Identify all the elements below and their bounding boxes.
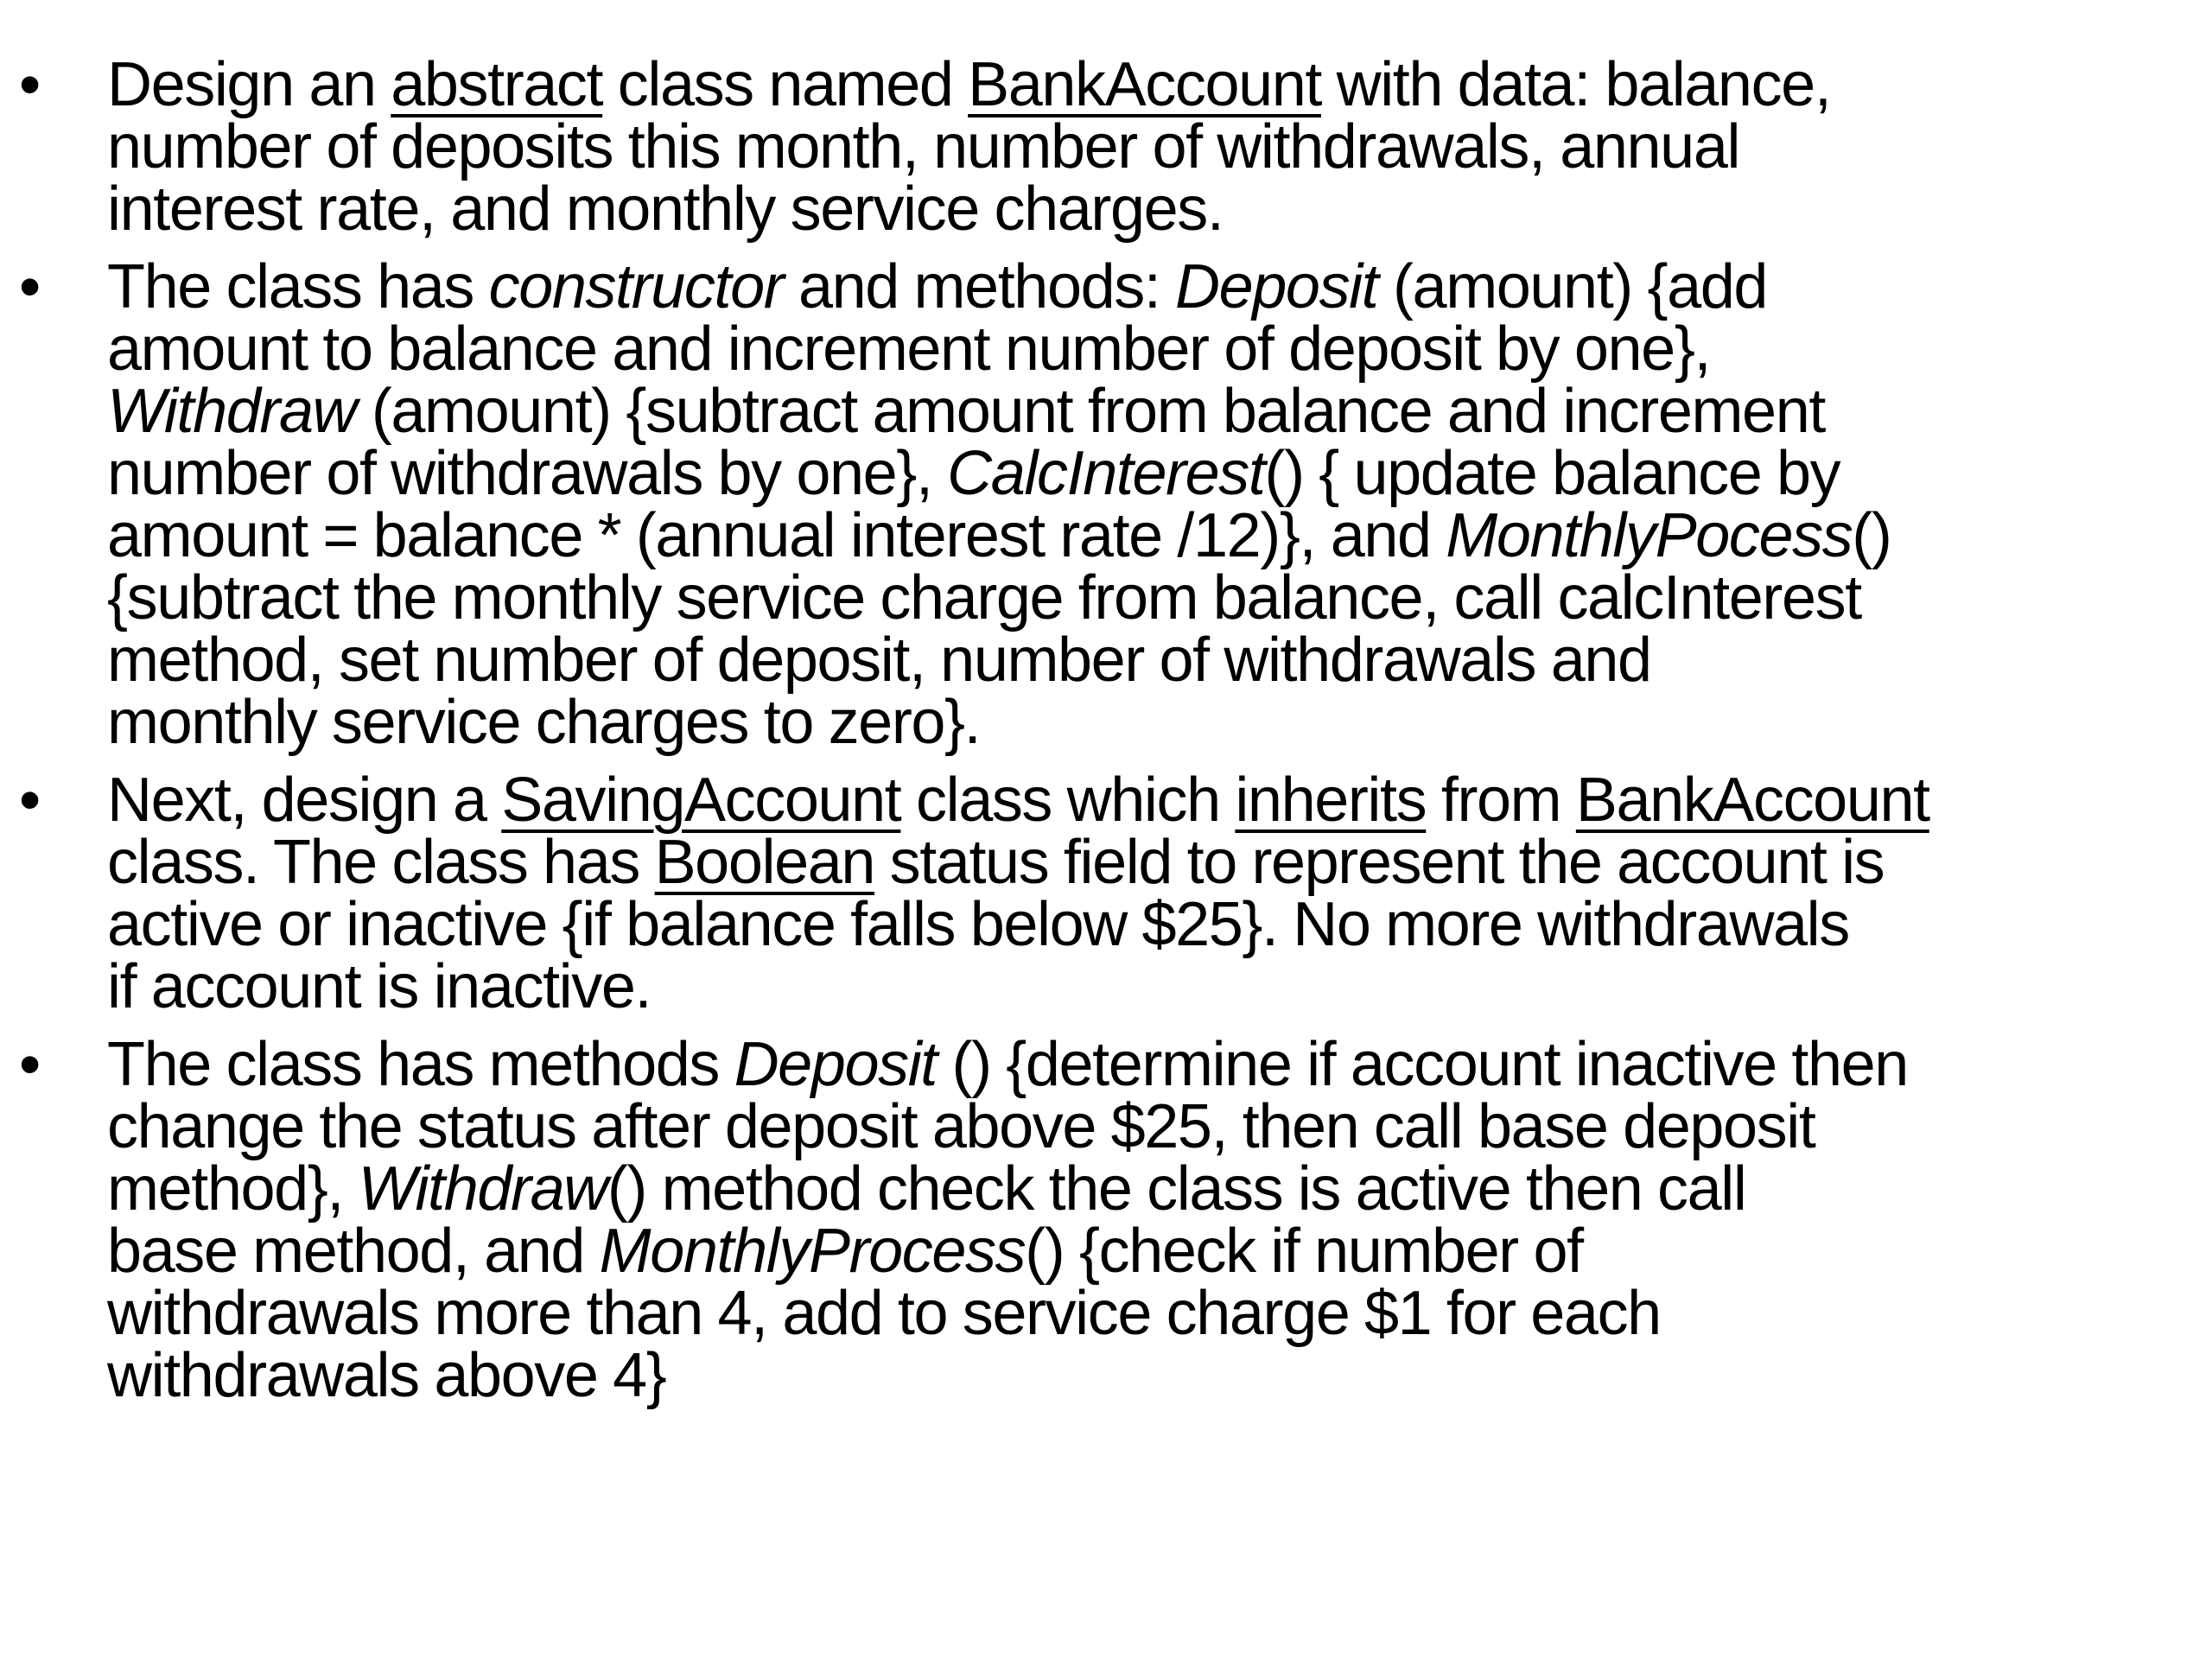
text-segment: change the status after deposit above $25, then call base deposit [107,1092,1815,1161]
text-line [107,252,2195,321]
underlined-term: Boolean [654,828,874,897]
text-line [107,1279,2195,1348]
underlined-term: BankAccount [1575,766,1929,835]
text-segment: The class has [107,252,489,321]
text-segment: {subtract the monthly service charge from balance, call calcInterest [107,563,1861,632]
text-line [107,50,2195,119]
text-segment: number of withdrawals by one}, [107,439,948,508]
text-line [107,501,2195,570]
text-segment: () [1852,501,1891,570]
text-line [107,175,2195,244]
text-line [107,1154,2195,1224]
underlined-term: SavingAccount [501,766,901,835]
underlined-term: BankAccount [968,50,1322,119]
text-line [107,952,2195,1021]
italic-term: constructor [488,252,784,321]
italic-term: Withdraw [107,377,357,446]
text-line [107,626,2195,695]
text-line [107,315,2195,384]
text-segment: (amount) {add [1377,252,1768,321]
text-segment: method, set number of deposit, number of withdrawals and [107,626,1651,695]
text-line [107,688,2195,757]
bullet-marker: • [19,252,40,321]
bullet-item [0,1030,2195,1410]
text-segment: class named [602,50,969,119]
text-segment: monthly service charges to zero}. [107,688,981,757]
bullet-marker: • [19,1030,40,1099]
text-segment: and methods: [783,252,1176,321]
text-line [107,828,2195,897]
text-segment: number of deposits this month, number of withdrawals, annual [107,112,1740,181]
text-line [107,377,2195,446]
text-line [107,1092,2195,1161]
text-segment: withdrawals above 4} [107,1341,666,1410]
italic-term: MonthlyPocess [1446,501,1853,570]
text-segment: (amount) {subtract amount from balance and increment [356,377,1825,446]
text-line [107,1217,2195,1286]
text-segment: () method check the class is active then call [607,1154,1746,1224]
underlined-term: inherits [1235,766,1427,835]
text-segment: interest rate, and monthly service charges. [107,175,1224,244]
italic-term: Deposit [1175,252,1378,321]
text-line [107,563,2195,632]
bullet-list [0,50,2195,1422]
text-segment: status field to represent the account is [874,828,1885,897]
bullet-item [0,766,2195,1021]
italic-term: Withdraw [358,1154,607,1224]
text-line [107,112,2195,181]
text-segment: Next, design a [107,766,502,835]
text-segment: amount to balance and increment number of deposit by one}, [107,315,1711,384]
italic-term: Deposit [734,1030,937,1099]
text-segment: base method, and [107,1217,600,1286]
text-line [107,1341,2195,1410]
bullet-marker: • [19,766,40,835]
text-line [107,439,2195,508]
text-segment: active or inactive {if balance falls below $25}. No more withdrawals [107,890,1849,959]
text-segment: Design an [107,50,391,119]
text-segment: () {check if number of [1025,1217,1583,1286]
text-segment: with data: balance, [1321,50,1831,119]
underlined-term: abstract [391,50,603,119]
bullet-marker: • [19,50,40,119]
text-segment: amount = balance * (annual interest rate /12)}, and [107,501,1446,570]
text-segment: class. The class has [107,828,655,897]
text-line [107,1030,2195,1099]
bullet-item [0,50,2195,244]
text-line [107,890,2195,959]
italic-term: CalcInterest [947,439,1265,508]
text-segment: class which [900,766,1236,835]
text-segment: method}, [107,1154,359,1224]
text-segment: from [1426,766,1576,835]
italic-term: MonthlyProcess [599,1217,1026,1286]
text-segment: () { update balance by [1264,439,1840,508]
text-segment: () {determine if account inactive then [936,1030,1908,1099]
text-segment: withdrawals more than 4, add to service charge $1 for each [107,1279,1661,1348]
text-segment: if account is inactive. [107,952,652,1021]
text-segment: The class has methods [107,1030,734,1099]
text-line [107,766,2195,835]
bullet-item [0,252,2195,757]
